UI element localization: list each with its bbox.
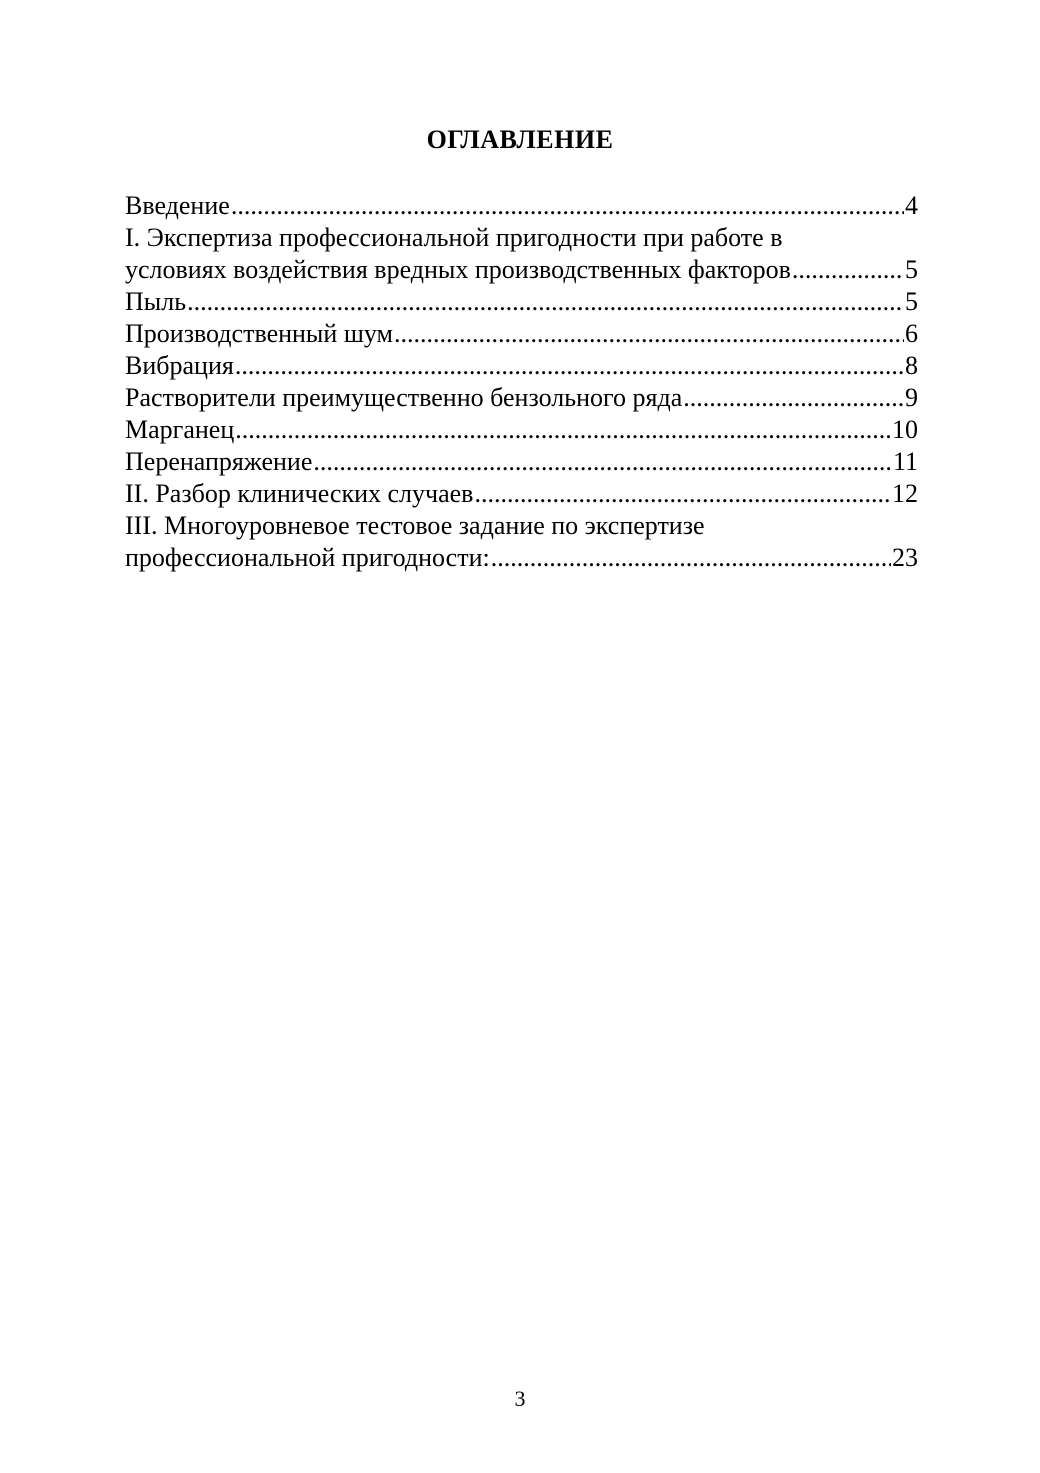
toc-page-number: 12 <box>892 479 918 508</box>
dot-leader <box>792 254 904 286</box>
toc-entry-text: Марганец <box>125 415 235 444</box>
toc-page-number: 4 <box>905 191 918 220</box>
dot-leader <box>231 190 904 222</box>
toc-page-number: 11 <box>892 447 918 476</box>
dot-leader <box>235 414 891 446</box>
toc-entry-text: Вибрация <box>125 351 234 380</box>
toc-entry-noise <box>125 318 918 350</box>
toc-page-number: 5 <box>905 287 918 316</box>
toc-entry-solvents <box>125 382 918 414</box>
toc-page-number: 6 <box>905 319 918 348</box>
toc-entry-text: профессиональной пригодности: <box>125 543 490 572</box>
toc-entry-section-3-line-2 <box>125 542 918 574</box>
toc-page-number: 5 <box>905 255 918 284</box>
toc-entry-manganese <box>125 414 918 446</box>
table-of-contents <box>125 190 918 574</box>
dot-leader <box>683 382 904 414</box>
toc-entry-text: III. Многоуровневое тестовое задание по экспертизе <box>125 511 705 540</box>
dot-leader <box>491 542 891 574</box>
dot-leader <box>235 350 904 382</box>
toc-entry-text: I. Экспертиза профессиональной пригодности при работе в <box>125 223 783 252</box>
toc-page-number: 10 <box>892 415 918 444</box>
toc-page-number: 9 <box>905 383 918 412</box>
dot-leader <box>394 318 904 350</box>
toc-entry-vibration <box>125 350 918 382</box>
dot-leader <box>474 478 891 510</box>
toc-page-number: 8 <box>905 351 918 380</box>
page-title: ОГЛАВЛЕНИЕ <box>426 125 614 154</box>
toc-page-number: 23 <box>892 543 918 572</box>
toc-entry-text: Введение <box>125 191 230 220</box>
toc-entry-text: Растворители преимущественно бензольного ряда <box>125 383 683 412</box>
toc-entry-overstrain <box>125 446 918 478</box>
toc-entry-text: Перенапряжение <box>125 447 313 476</box>
dot-leader <box>187 286 904 318</box>
toc-entry-text: II. Разбор клинических случаев <box>125 479 474 508</box>
dot-leader <box>313 446 892 478</box>
footer-page-number: 3 <box>514 1386 526 1411</box>
toc-entry-text: Производственный шум <box>125 319 393 348</box>
toc-entry-section-1-line-2 <box>125 254 918 286</box>
toc-entry-section-2 <box>125 478 918 510</box>
toc-entry-dust <box>125 286 918 318</box>
toc-entry-introduction <box>125 190 918 222</box>
toc-entry-text: Пыль <box>125 287 187 316</box>
toc-entry-section-3-line-1 <box>125 510 918 542</box>
toc-entry-text: условиях воздействия вредных производственных факторов <box>125 255 791 284</box>
toc-entry-section-1-line-1 <box>125 222 918 254</box>
